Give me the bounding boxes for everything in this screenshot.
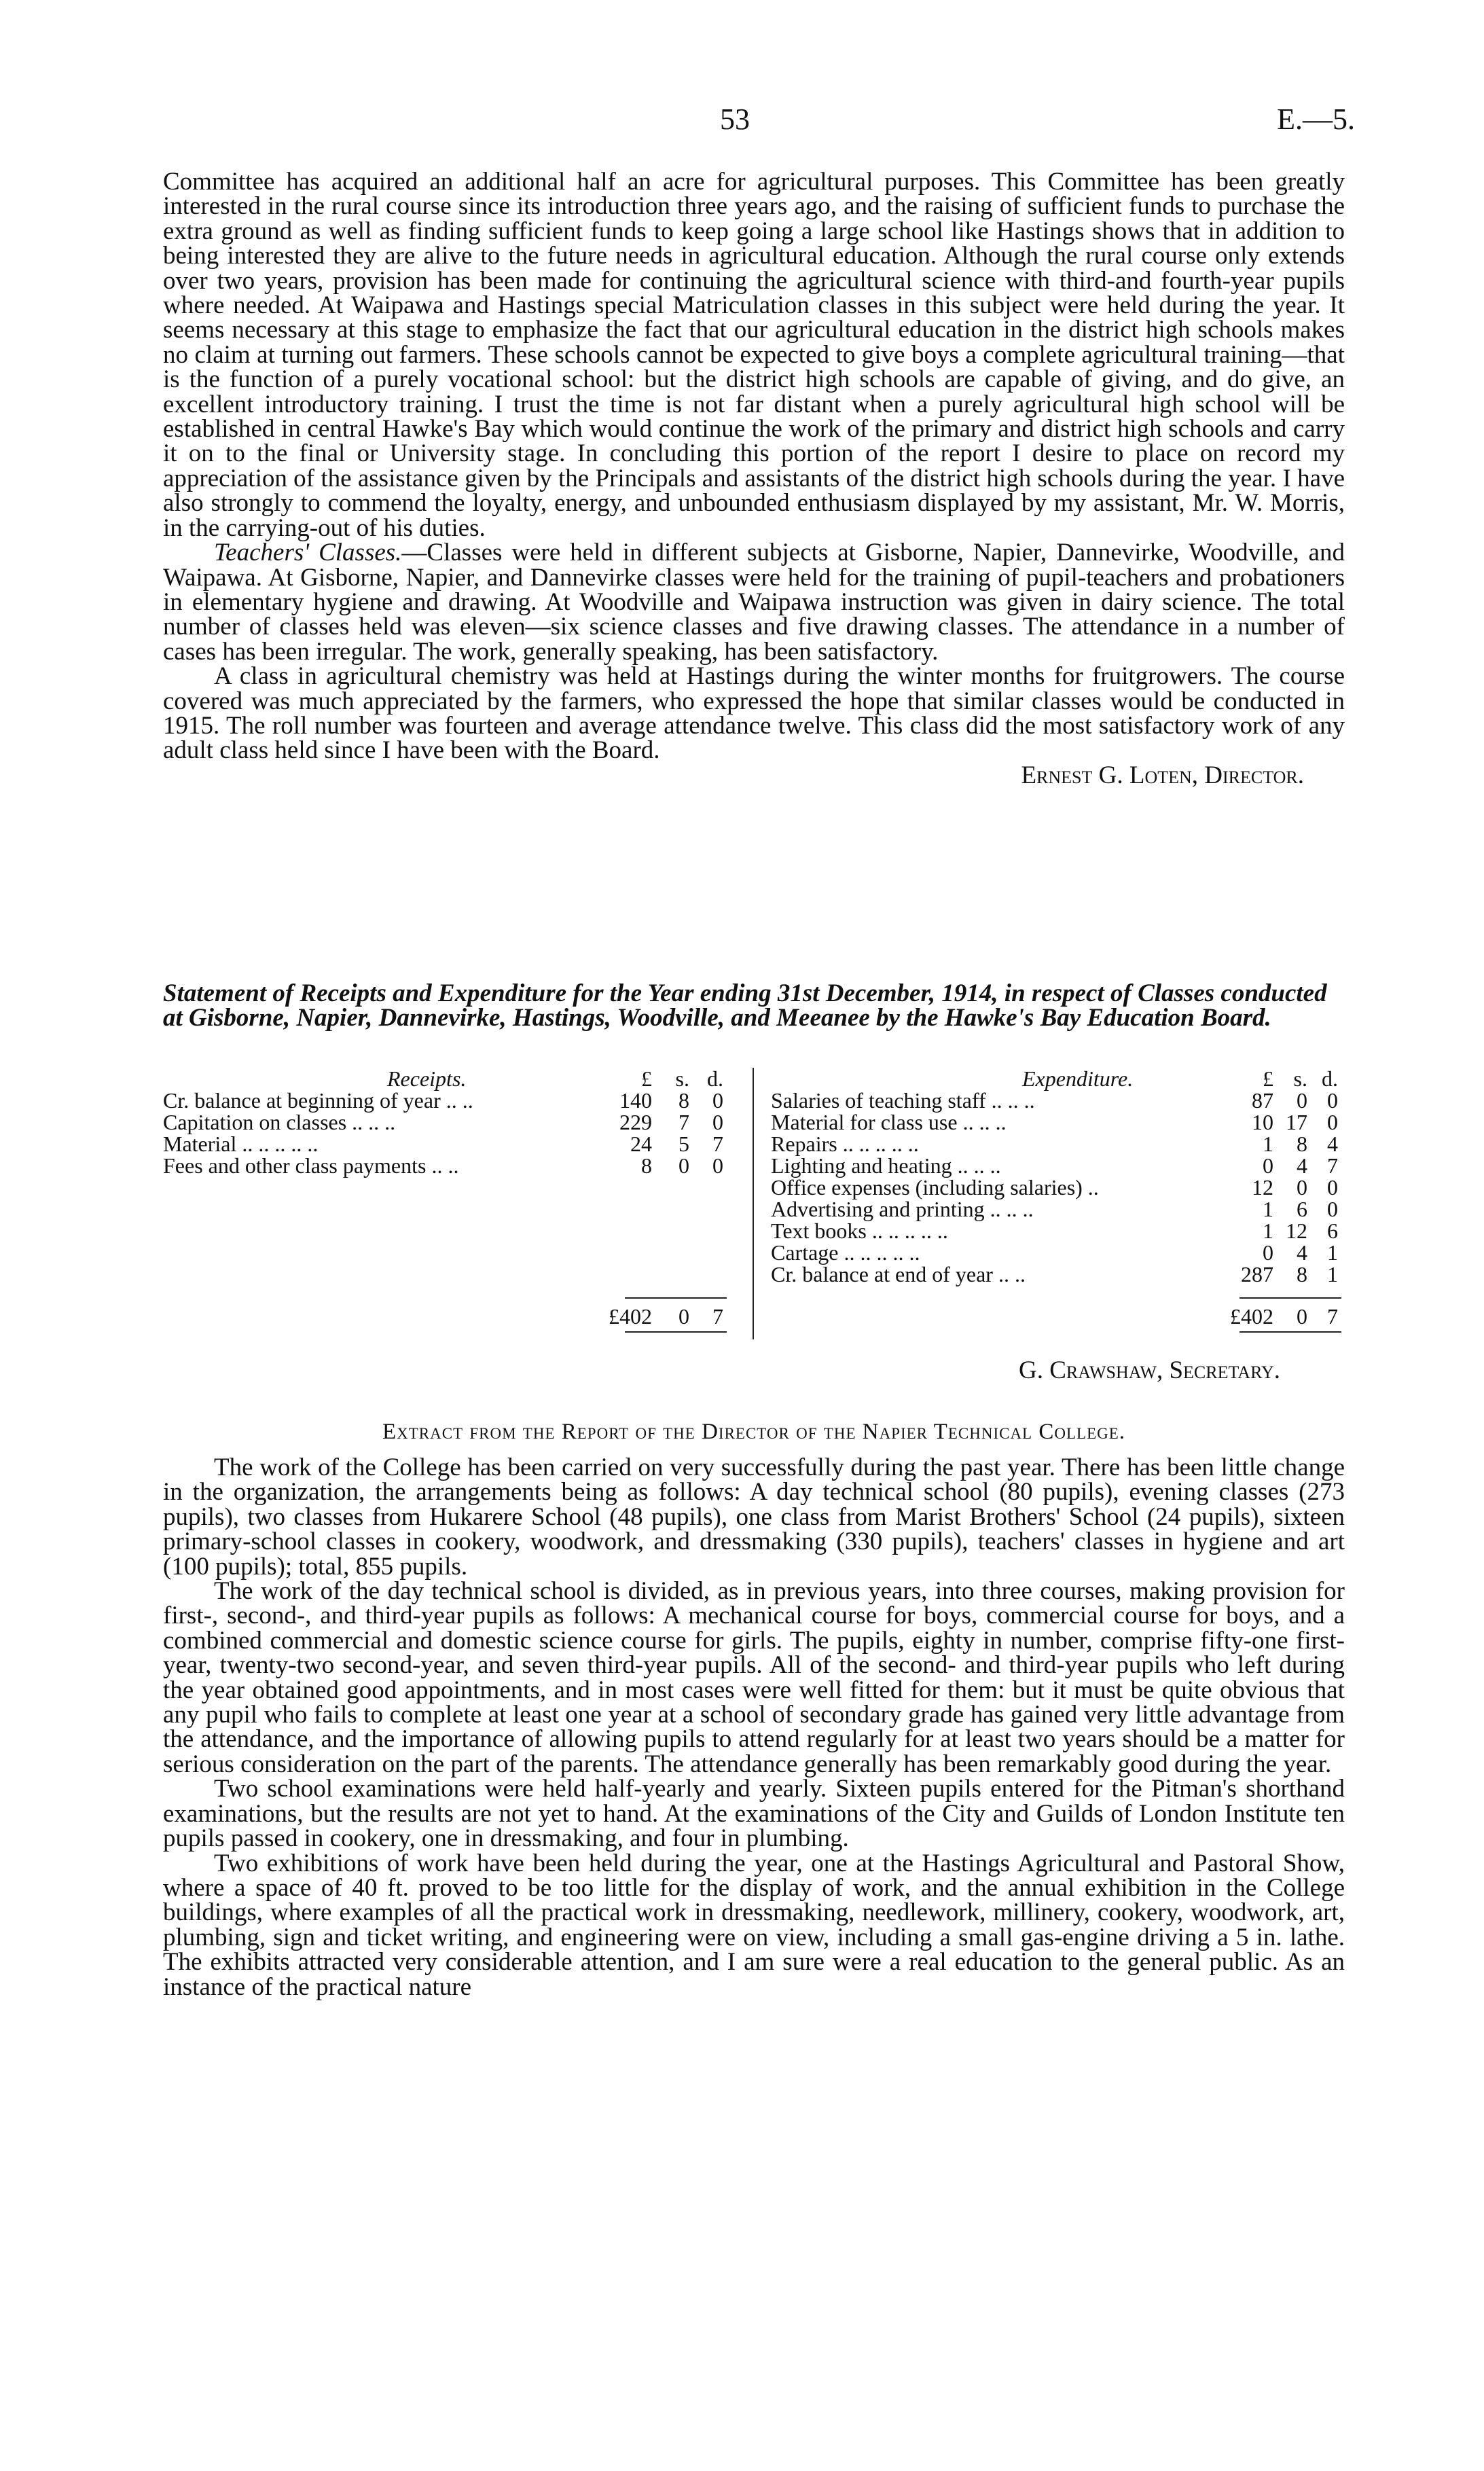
row-label: Lighting and heating .. .. .. (771, 1153, 1001, 1178)
row-pence: 0 (1327, 1088, 1338, 1113)
row-shillings: 7 (678, 1110, 689, 1134)
page-header (0, 102, 1484, 143)
row-pence: 0 (1327, 1175, 1338, 1200)
row-label: Cr. balance at beginning of year .. .. (163, 1088, 473, 1113)
row-label: Repairs .. .. .. .. .. (771, 1132, 919, 1156)
receipts-total-row (163, 1305, 740, 1327)
total-pounds: £402 (609, 1304, 652, 1329)
shillings-header: s. (1293, 1066, 1307, 1091)
row-shillings: 5 (678, 1132, 689, 1156)
pence-header: d. (707, 1066, 723, 1091)
row-shillings: 4 (1297, 1240, 1307, 1265)
row-shillings: 12 (1286, 1219, 1307, 1243)
expenditure-header-row (771, 1068, 1348, 1089)
total-pence: 7 (712, 1304, 723, 1329)
paragraph-exhibitions: Two exhibitions of work have been held during the year, one at the Hastings Agricultural and Pastoral Show, where a space of 40 ft. proved to be too little for the display of work, and the annual exhibition in the College buildings, where examples of all the practical work in dressmaking, needlework, millinery, cookery, woodwork, art, plumbing, sign and ticket writing, and engineering were on view, including a small gas-engine driving a 5 in. lathe. The exhibits attracted very considerable attention, and I am sure were a real education to the general public. As an instance of the practical nature (163, 1849, 1345, 2001)
receipts-expenditure-table (163, 1068, 1348, 1339)
table-row (771, 1133, 1348, 1155)
table-row (771, 1263, 1348, 1285)
row-label: Advertising and printing .. .. .. (771, 1197, 1034, 1221)
row-pounds: 140 (619, 1088, 652, 1113)
table-row (163, 1133, 740, 1155)
row-pounds: 10 (1252, 1110, 1273, 1134)
row-label: Fees and other class payments .. .. (163, 1153, 459, 1178)
table-row (771, 1242, 1348, 1263)
row-shillings: 8 (1297, 1132, 1307, 1156)
row-pounds: 229 (619, 1110, 652, 1134)
row-pounds: 1 (1263, 1197, 1273, 1221)
row-shillings: 6 (1297, 1197, 1307, 1221)
row-pounds: 0 (1263, 1240, 1273, 1265)
row-shillings: 8 (678, 1088, 689, 1113)
row-pounds: 1 (1263, 1219, 1273, 1243)
statement-title: Statement of Receipts and Expenditure for the Year ending 31st December, 1914, in respect of Classes conducted at Gisborne, Napier, Dannevirke, Hastings, Woodville, and Meeanee by the Hawke's Bay Education Board. (163, 979, 1327, 1032)
row-shillings: 0 (1297, 1088, 1307, 1113)
secretary-name: G. Crawshaw, Secretary. (1019, 1356, 1280, 1384)
extract-section (163, 1420, 1345, 2000)
row-label: Cartage .. .. .. .. .. (771, 1240, 920, 1265)
row-pence: 0 (712, 1088, 723, 1113)
receipts-total-rule (625, 1297, 727, 1299)
row-pence: 4 (1327, 1132, 1338, 1156)
director-signature: Ernest G. Loten, Director. (1021, 761, 1304, 789)
pence-header: d. (1322, 1066, 1338, 1091)
shillings-header: s. (675, 1066, 689, 1091)
total-pounds: £402 (1230, 1304, 1273, 1329)
statement-title-block (163, 981, 1345, 1031)
total-shillings: 0 (1297, 1304, 1307, 1329)
table-row (771, 1176, 1348, 1198)
row-pence: 7 (1327, 1153, 1338, 1178)
row-pence: 0 (712, 1153, 723, 1178)
pounds-header: £ (1263, 1066, 1273, 1091)
table-row (771, 1089, 1348, 1111)
row-pence: 0 (1327, 1110, 1338, 1134)
paragraph-college-work: The work of the College has been carried on very successfully during the past year. There has been little change in the organization, the arrangements being as follows: A day technical school (80 pupils), evening classes (273 pupils), two classes from Hukarere School (48 pupils), one class from Marist Brothers' School (24 pupils), sixteen primary-school classes in cookery, woodwork, and dressmaking (330 pupils), teachers' classes in hygiene and art (100 pupils); total, 855 pupils. (163, 1454, 1345, 1581)
row-pounds: 287 (1241, 1262, 1273, 1286)
table-row (163, 1111, 740, 1133)
expenditure-total-underline (1239, 1331, 1341, 1333)
table-row (163, 1089, 740, 1111)
table-row (771, 1198, 1348, 1220)
row-pounds: 8 (641, 1153, 652, 1178)
pounds-header: £ (641, 1066, 652, 1091)
expenditure-heading: Expenditure. (1022, 1066, 1134, 1091)
row-pence: 0 (1327, 1197, 1338, 1221)
paragraph-chemistry: A class in agricultural chemistry was held at Hastings during the winter months for fruitgrowers. The course covered was much appreciated by the farmers, who expressed the hope that similar classes would be conducted in 1915. The roll number was fourteen and average attendance twelve. This class did the most satisfactory work of any adult class held since I have been with the Board. (163, 662, 1345, 765)
receipts-heading: Receipts. (387, 1066, 467, 1091)
expenditure-column (771, 1066, 1348, 1329)
row-pounds: 12 (1252, 1175, 1273, 1200)
expenditure-total-row (771, 1305, 1348, 1327)
row-pounds: 87 (1252, 1088, 1273, 1113)
paragraph-agricultural: Committee has acquired an additional half an acre for agricultural purposes. This Committee has been greatly interested in the rural course since its introduction three years ago, and the raising of sufficient funds to purchase the extra ground as well as finding sufficient funds to keep going a large school like Hastings shows that in addition to being interested they are alive to the future needs in agricultural education. Although the rural course only extends over two years, provision has been made for continuing the agricultural science with third-and fourth-year pupils where needed. At Waipawa and Hastings special Matriculation classes in this subject were held during the year. It seems necessary at this stage to emphasize the fact that our agricultural education in the district high schools makes no claim at turning out farmers. These schools cannot be expected to give boys a complete agricultural training—that is the function of a purely vocational school: but the district high schools are capable of giving, and do give, an excellent introductory training. I trust the time is not far distant when a purely agricultural high school will be established in central Hawke's Bay which would continue the work of the primary and district high schools and carry it on to the final or University stage. In concluding this portion of the report I desire to place on record my appreciation of the assistance given by the Principals and assistants of the district high schools during the year. I have also strongly to commend the loyalty, energy, and unbounded enthusiasm displayed by my assistant, Mr. W. Morris, in the carrying-out of his duties. (163, 168, 1345, 542)
table-row (771, 1111, 1348, 1133)
table-row (771, 1155, 1348, 1176)
document-reference: E.—5. (1277, 103, 1355, 136)
paragraph-teachers-classes (163, 541, 1345, 664)
teachers-classes-heading: Teachers' Classes. (214, 539, 402, 567)
row-label: Cr. balance at end of year .. .. (771, 1262, 1026, 1286)
row-pence: 1 (1327, 1262, 1338, 1286)
teachers-classes-text: —Classes were held in different subjects at Gisborne, Napier, Dannevirke, Woodville, and Waipawa. At Gisborne, Napier, and Dannevirke classes were held for the training of pupil-teachers and probationers in elementary hygiene and drawing. At Woodville and Waipawa instruction was given in dairy science. The total number of classes held was eleven—six science classes and five drawing classes. The attendance in a number of cases has been irregular. The work, generally speaking, has been satisfactory. (163, 539, 1345, 666)
row-label: Material .. .. .. .. .. (163, 1132, 319, 1156)
secretary-signature-block (163, 1358, 1345, 1383)
row-shillings: 0 (678, 1153, 689, 1178)
row-pence: 7 (712, 1132, 723, 1156)
row-pence: 0 (712, 1110, 723, 1134)
table-row (163, 1155, 740, 1176)
table-row (771, 1220, 1348, 1242)
paragraph-day-school: The work of the day technical school is divided, as in previous years, into three courses, making provision for first-, second-, and third-year pupils as follows: A mechanical course for boys, commercial course for boys, and a combined commercial and domestic science course for girls. The pupils, eighty in number, comprise fifty-one first-year, twenty-two second-year, and seven third-year pupils. All of the second- and third-year pupils who left during the year obtained good appointments, and in most cases were well fitted for them: but it must be quite obvious that any pupil who fails to complete at least one year at a school of secondary grade has gained very little advantage from the attendance, and the importance of allowing pupils to attend regularly for at least two years should be a matter for serious consideration on the part of the parents. The attendance generally has been remarkably good during the year. (163, 1577, 1345, 1778)
row-pence: 6 (1327, 1219, 1338, 1243)
expenditure-total-rule (1239, 1297, 1341, 1299)
row-pounds: 0 (1263, 1153, 1273, 1178)
row-shillings: 8 (1297, 1262, 1307, 1286)
receipts-header-row (163, 1068, 740, 1089)
row-shillings: 4 (1297, 1153, 1307, 1178)
secretary-signature (163, 1358, 1345, 1383)
total-shillings: 0 (678, 1304, 689, 1329)
receipts-column (163, 1066, 740, 1329)
row-pence: 1 (1327, 1240, 1338, 1265)
row-pounds: 24 (630, 1132, 652, 1156)
receipts-total-underline (625, 1331, 727, 1333)
paragraph-examinations: Two school examinations were held half-yearly and yearly. Sixteen pupils entered for the Pitman's shorthand examinations, but the results are not yet to hand. At the examinations of the City and Guilds of London Institute ten pupils passed in cookery, one in dressmaking, and four in plumbing. (163, 1775, 1345, 1853)
row-label: Text books .. .. .. .. .. (771, 1219, 948, 1243)
table-divider (753, 1068, 754, 1339)
row-label: Capitation on classes .. .. .. (163, 1110, 396, 1134)
row-label: Office expenses (including salaries) .. (771, 1175, 1099, 1200)
row-shillings: 0 (1297, 1175, 1307, 1200)
page-number: 53 (720, 103, 750, 136)
row-label: Salaries of teaching staff .. .. .. (771, 1088, 1035, 1113)
extract-title: Extract from the Report of the Director of the Napier Technical College. (382, 1420, 1126, 1444)
total-pence: 7 (1327, 1304, 1338, 1329)
report-section-top (163, 170, 1345, 788)
row-pounds: 1 (1263, 1132, 1273, 1156)
row-shillings: 17 (1286, 1110, 1307, 1134)
row-label: Material for class use .. .. .. (771, 1110, 1007, 1134)
